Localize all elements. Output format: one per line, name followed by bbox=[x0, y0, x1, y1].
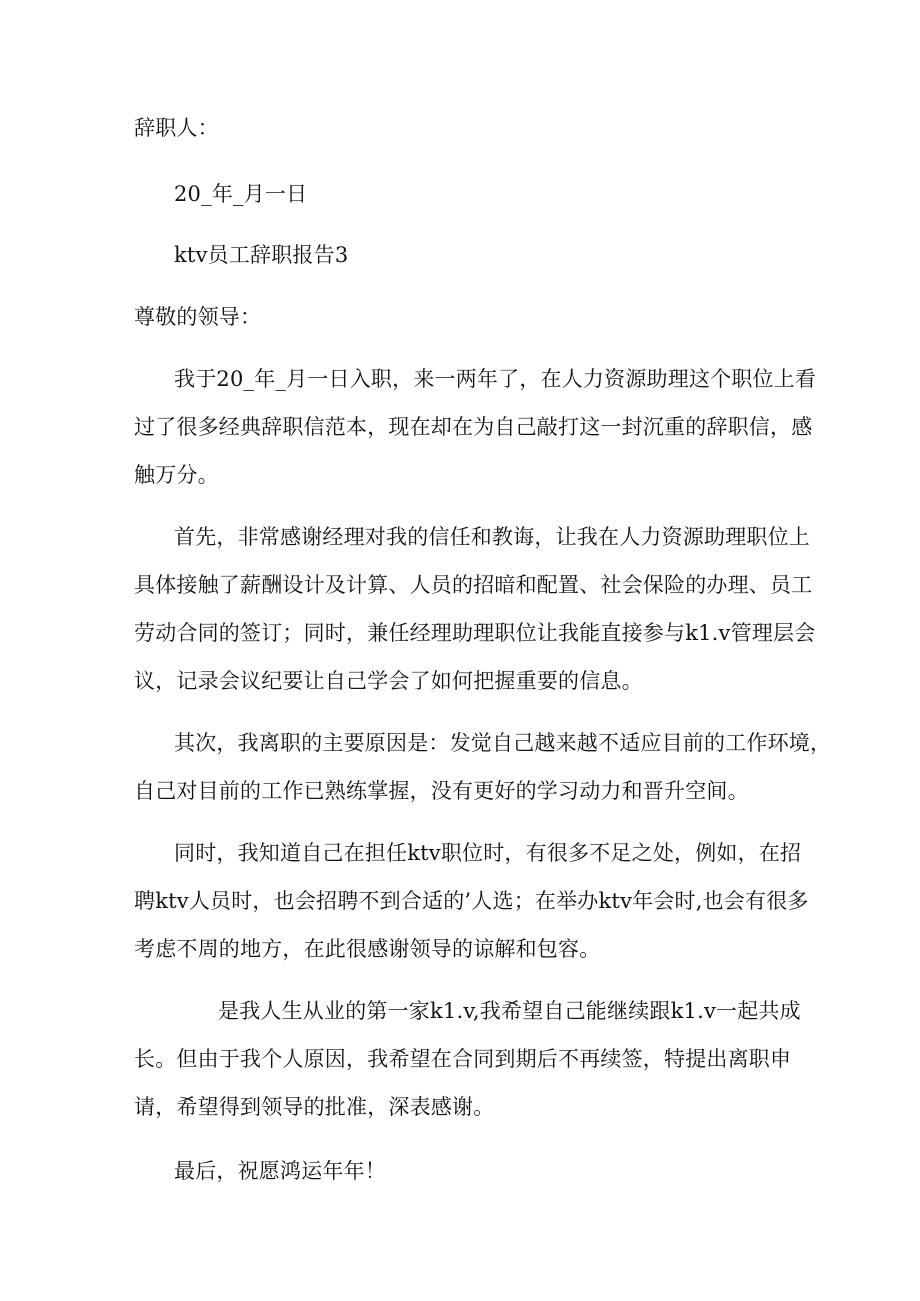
section-title: ktv员工辞职报告3 bbox=[174, 243, 349, 267]
paragraph-2-line-4: 议，记录会议纪要让自己学会了如何把握重要的信息。 bbox=[134, 669, 643, 693]
paragraph-4-line-3: 考虑不周的地方，在此很感谢领导的谅解和包容。 bbox=[134, 937, 601, 961]
paragraph-3-line-2: 自己对目前的工作已熟练掌握，没有更好的学习动力和晋升空间。 bbox=[134, 779, 749, 803]
paragraph-4-line-1: 同时，我知道自己在担任ktv职位时，有很多不足之处，例如，在招 bbox=[174, 841, 802, 865]
paragraph-5-line-3: 请，希望得到领导的批准，深表感谢。 bbox=[134, 1095, 495, 1119]
signer-label: 辞职人： bbox=[134, 116, 219, 140]
paragraph-1-line-1: 我于20_年_月一日入职，来一两年了，在人力资源助理这个职位上看 bbox=[174, 367, 817, 391]
paragraph-2-line-1: 首先，非常感谢经理对我的信任和教诲，让我在人力资源助理职位上 bbox=[174, 525, 810, 549]
paragraph-1-line-2: 过了很多经典辞职信范本，现在却在为自己敲打这一封沉重的辞职信，感 bbox=[134, 415, 813, 439]
salutation: 尊敬的领导： bbox=[134, 305, 262, 329]
date-line: 20_年_月一日 bbox=[174, 182, 308, 206]
paragraph-2-line-2: 具体接触了薪酬设计及计算、人员的招暗和配置、社会保险的办理、员工 bbox=[134, 573, 813, 597]
paragraph-4-line-2: 聘ktv人员时，也会招聘不到合适的’人选；在举办ktv年会时,也会有很多 bbox=[134, 889, 809, 913]
paragraph-5-line-1: 是我人生从业的第一家k1.v,我希望自己能继续跟k1.v一起共成 bbox=[218, 999, 801, 1023]
paragraph-2-line-3: 劳动合同的签订；同时，兼任经理助理职位让我能直接参与k1.v管理层会 bbox=[134, 621, 816, 645]
paragraph-5-line-2: 长。但由于我个人原因，我希望在合同到期后不再续签，特提出离职申 bbox=[134, 1047, 792, 1071]
closing-line: 最后，祝愿鸿运年年！ bbox=[174, 1159, 386, 1183]
paragraph-1-line-3: 触万分。 bbox=[134, 463, 219, 487]
paragraph-3-line-1: 其次，我离职的主要原因是：发觉自己越来越不适应目前的工作环境， bbox=[174, 731, 832, 755]
